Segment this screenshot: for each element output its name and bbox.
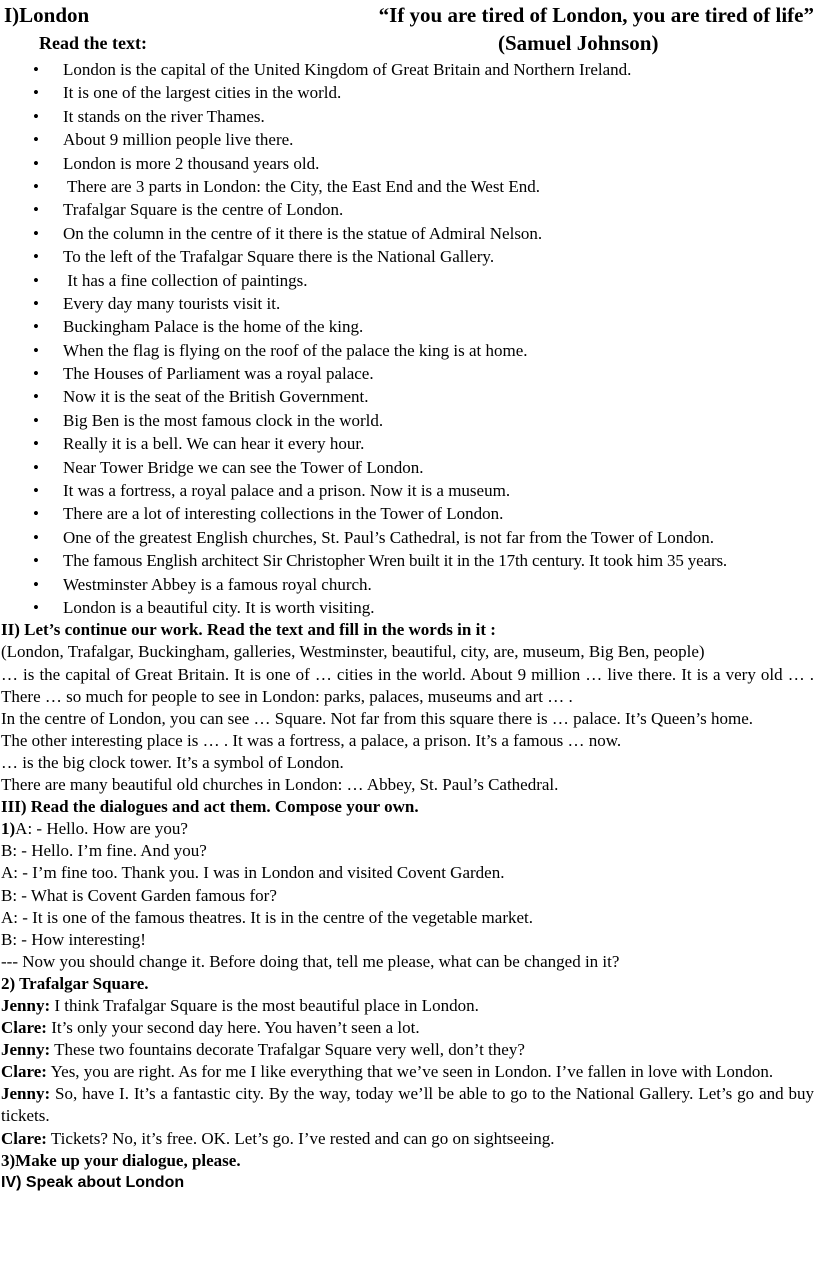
list-item <box>0 432 816 455</box>
bullet-icon: • <box>33 200 39 220</box>
list-item <box>0 222 816 245</box>
fact-text: There are 3 parts in London: the City, the East End and the West End. <box>63 176 541 196</box>
bullet-icon: • <box>33 223 39 243</box>
bullet-icon: • <box>33 83 39 103</box>
fact-text: Near Tower Bridge we can see the Tower of London. <box>63 457 424 477</box>
dialogue-line: A: - It is one of the famous theatres. It is in the centre of the vegetable market. <box>1 907 534 927</box>
bullet-icon: • <box>33 130 39 150</box>
bullet-icon: • <box>33 247 39 267</box>
fill-in-paragraph: The other interesting place is … . It was a fortress, a palace, a prison. It’s a famous … now. <box>1 730 622 750</box>
fact-text: About 9 million people live there. <box>63 130 294 150</box>
speaker-name: Jenny: <box>1 995 51 1015</box>
fact-text: The famous English architect Sir Christopher Wren built it in the 17th century. It took him 35 years. <box>63 551 728 571</box>
dialogue-line: B: - Hello. I’m fine. And you? <box>1 841 207 861</box>
fact-text: The Houses of Parliament was a royal palace. <box>63 364 374 384</box>
bullet-icon: • <box>33 481 39 501</box>
bullet-icon: • <box>33 176 39 196</box>
dialogue-line: B: - What is Covent Garden famous for? <box>1 885 277 905</box>
fill-in-paragraph: In the centre of London, you can see … Square. Not far from this square there is … palace. It’s Queen’s home. <box>1 708 754 728</box>
fact-text: It stands on the river Thames. <box>63 106 265 126</box>
list-item <box>0 502 816 525</box>
speaker-name: Clare: <box>1 1062 47 1082</box>
fact-text: Trafalgar Square is the centre of London. <box>63 200 344 220</box>
fact-text: There are a lot of interesting collections in the Tower of London. <box>63 504 504 524</box>
bullet-icon: • <box>33 597 39 617</box>
list-item <box>0 128 816 151</box>
fact-text: Buckingham Palace is the home of the king. <box>63 317 364 337</box>
dialogue-text: So, have I. It’s a fantastic city. By the way, today we’ll be able to go to the National Gallery. Let’s go and buy tickets. <box>1 1084 814 1126</box>
list-item <box>0 456 816 479</box>
fact-text: It is one of the largest cities in the world. <box>63 83 342 103</box>
fact-text: Westminster Abbey is a famous royal church. <box>63 574 372 594</box>
list-item <box>0 596 816 619</box>
dialogue-text: It’s only your second day here. You haven’t seen a lot. <box>46 1018 420 1038</box>
list-item <box>0 573 816 596</box>
dialogue-line <box>1 1128 814 1150</box>
dialogue-task: --- Now you should change it. Before doing that, tell me please, what can be changed in it? <box>1 951 620 971</box>
dialogue-line <box>1 1083 814 1127</box>
fact-text: One of the greatest English churches, St. Paul’s Cathedral, is not far from the Tower of London. <box>63 527 714 547</box>
read-text-instruction: Read the text: <box>39 33 147 53</box>
dialogue-line <box>1 818 814 840</box>
bullet-icon: • <box>33 387 39 407</box>
fact-text: To the left of the Trafalgar Square there is the National Gallery. <box>63 247 495 267</box>
dialogue-text: A: - Hello. How are you? <box>15 819 188 839</box>
bullet-icon: • <box>33 551 39 571</box>
fact-text: It was a fortress, a royal palace and a prison. Now it is a museum. <box>63 481 511 501</box>
dialogue-line: A: - I’m fine too. Thank you. I was in London and visited Covent Garden. <box>1 863 505 883</box>
bullet-icon: • <box>33 106 39 126</box>
quote-author: (Samuel Johnson) <box>498 31 659 55</box>
list-item <box>0 58 816 81</box>
list-item <box>0 152 816 175</box>
list-item <box>0 292 816 315</box>
bullet-icon: • <box>33 434 39 454</box>
fact-text: London is the capital of the United Kingdom of Great Britain and Northern Ireland. <box>63 60 632 79</box>
dialogue-line: B: - How interesting! <box>1 929 146 949</box>
bullet-icon: • <box>33 457 39 477</box>
dialogue-text: These two fountains decorate Trafalgar Square very well, don’t they? <box>50 1040 525 1060</box>
london-facts-list <box>0 58 816 619</box>
dialogue-text: Yes, you are right. As for me I like everything that we’ve seen in London. I’ve fallen in love with London. <box>46 1062 774 1082</box>
fact-text: Now it is the seat of the British Government. <box>63 387 369 407</box>
bullet-icon: • <box>33 410 39 430</box>
dialogue-text: Tickets? No, it’s free. OK. Let’s go. I’ve rested and can go on sightseeing. <box>46 1128 555 1148</box>
list-item <box>0 339 816 362</box>
fill-in-paragraph: … is the capital of Great Britain. It is one of … cities in the world. About 9 million … live there. It is a very old … . There … so much for people to see in London: parks, palaces, museums and art … . <box>1 664 814 706</box>
dialogue-line <box>1 995 814 1017</box>
bullet-icon: • <box>33 527 39 547</box>
list-item <box>0 362 816 385</box>
list-item <box>0 81 816 104</box>
fill-in-paragraph: There are many beautiful old churches in London: … Abbey, St. Paul’s Cathedral. <box>1 775 559 795</box>
bullet-icon: • <box>33 574 39 594</box>
section-4-heading: IV) Speak about London <box>1 1173 185 1191</box>
section-2-heading: II) Let’s continue our work. Read the text and fill in the words in it : <box>1 620 496 640</box>
speaker-name: Jenny: <box>1 1084 51 1104</box>
worksheet-header <box>0 0 816 58</box>
bullet-icon: • <box>33 364 39 384</box>
fact-text: London is a beautiful city. It is worth visiting. <box>63 597 375 617</box>
fact-text: It has a fine collection of paintings. <box>63 270 308 290</box>
bullet-icon: • <box>33 340 39 360</box>
dialogue-line <box>1 1039 814 1061</box>
list-item <box>0 175 816 198</box>
epigraph-quote: “If you are tired of London, you are tired of life” <box>378 3 814 27</box>
bullet-icon: • <box>33 504 39 524</box>
fact-text: London is more 2 thousand years old. <box>63 153 320 173</box>
speaker-name: Clare: <box>1 1128 47 1148</box>
list-item <box>0 479 816 502</box>
list-item <box>0 409 816 432</box>
fact-text: Every day many tourists visit it. <box>63 293 281 313</box>
fact-text: When the flag is flying on the roof of the palace the king is at home. <box>63 340 528 360</box>
list-item <box>0 385 816 408</box>
speaker-name: Jenny: <box>1 1040 51 1060</box>
exercise-body <box>0 619 816 1193</box>
dialogue-number: 1) <box>1 819 16 839</box>
bullet-icon: • <box>33 293 39 313</box>
bullet-icon: • <box>33 153 39 173</box>
list-item <box>0 526 816 549</box>
fact-text: On the column in the centre of it there is the statue of Admiral Nelson. <box>63 223 543 243</box>
speaker-name: Clare: <box>1 1018 47 1038</box>
dialogue-line <box>1 1061 814 1083</box>
list-item <box>0 105 816 128</box>
fill-in-paragraph: … is the big clock tower. It’s a symbol of London. <box>1 752 344 772</box>
list-item <box>0 549 816 572</box>
dialogue-text: I think Trafalgar Square is the most beautiful place in London. <box>50 995 479 1015</box>
dialogue-3-heading: 3)Make up your dialogue, please. <box>1 1150 241 1170</box>
fact-text: Really it is a bell. We can hear it every hour. <box>63 434 365 454</box>
dialogue-2-heading: 2) Trafalgar Square. <box>1 973 149 993</box>
fact-text: Big Ben is the most famous clock in the world. <box>63 410 384 430</box>
section-title-london: I)London <box>4 3 90 27</box>
list-item <box>0 198 816 221</box>
word-bank: (London, Trafalgar, Buckingham, galleries, Westminster, beautiful, city, are, museum, Big Ben, people) <box>1 642 705 662</box>
list-item <box>0 245 816 268</box>
dialogue-line <box>1 1017 814 1039</box>
list-item <box>0 315 816 338</box>
list-item <box>0 269 816 292</box>
section-3-heading: III) Read the dialogues and act them. Compose your own. <box>1 797 419 817</box>
bullet-icon: • <box>33 270 39 290</box>
bullet-icon: • <box>33 60 39 79</box>
bullet-icon: • <box>33 317 39 337</box>
